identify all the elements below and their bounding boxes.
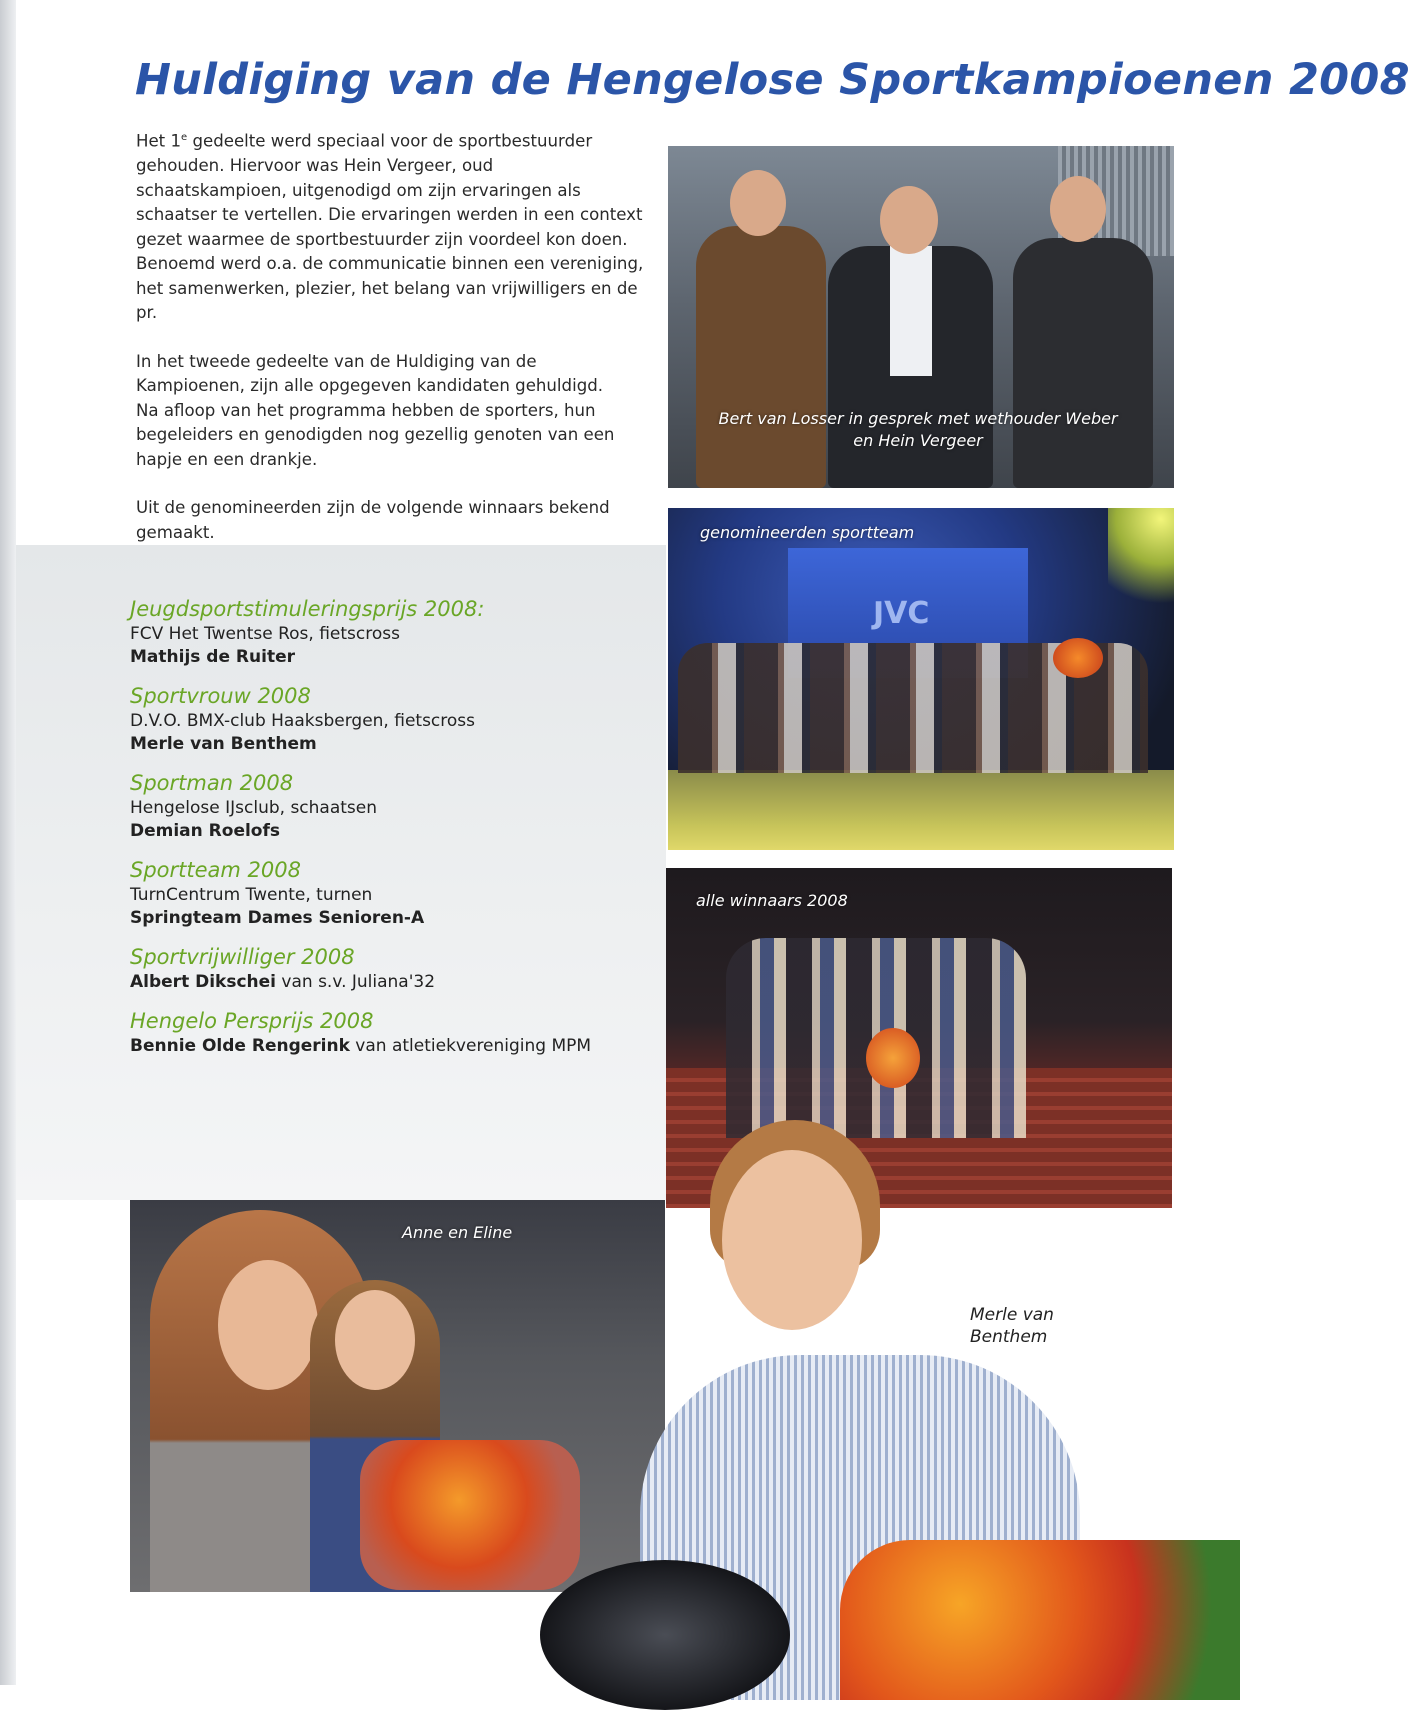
award-category: Sportman 2008 <box>130 771 294 795</box>
photo-caption: Anne en Eline <box>402 1223 513 1242</box>
shirt <box>890 246 932 376</box>
award-item <box>130 596 670 669</box>
photo-nominees <box>668 508 1174 850</box>
award-winner: Demian Roelofs <box>130 821 280 841</box>
photo-caption: alle winnaars 2008 <box>696 891 848 910</box>
intro-paragraph-3: Uit de genomineerden zijn de volgende winnaars bekend gemaakt. <box>136 498 610 542</box>
photo-merle-van-benthem <box>540 1120 1240 1685</box>
award-winner: Mathijs de Ruiter <box>130 647 295 667</box>
award-club: FCV Het Twentse Ros, fietscross <box>130 624 400 644</box>
award-winner: Bennie Olde Rengerink <box>130 1036 350 1056</box>
photo-caption: genomineerden sportteam <box>700 523 915 542</box>
award-item <box>130 1008 670 1058</box>
person-head <box>1050 176 1106 242</box>
award-club: D.V.O. BMX-club Haaksbergen, fietscross <box>130 711 475 731</box>
award-category: Jeugdsportstimuleringsprijs 2008: <box>130 597 485 621</box>
award-club: TurnCentrum Twente, turnen <box>130 885 373 905</box>
award-winner: Albert Dikschei <box>130 972 277 992</box>
page-title: Huldiging van de Hengelose Sportkampioenen 2008 <box>135 55 1410 105</box>
person-head <box>880 186 938 254</box>
page-edge <box>0 0 16 1685</box>
award-item <box>130 857 670 930</box>
intro-paragraph-2: In het tweede gedeelte van de Huldiging van de Kampioenen, zijn alle opgegeven kandidaten gehuldigd. Na afloop van het programma hebben de sporters, hun begeleiders en genodigden nog gezellig genoten van een hapje en een drankje. <box>136 351 615 469</box>
award-category: Sportvrouw 2008 <box>130 684 311 708</box>
award-club: Hengelose IJsclub, schaatsen <box>130 798 378 818</box>
award-category: Hengelo Persprijs 2008 <box>130 1009 374 1033</box>
photo-interview <box>668 146 1174 488</box>
award-category: Sportvrijwilliger 2008 <box>130 945 355 969</box>
award-club: van s.v. Juliana'32 <box>276 972 436 992</box>
award-item <box>130 770 670 843</box>
award-item <box>130 683 670 756</box>
person-head <box>730 170 786 236</box>
award-winner: Springteam Dames Senioren-A <box>130 908 425 928</box>
award-category: Sportteam 2008 <box>130 858 301 882</box>
photo-caption: Bert van Losser in gesprek met wethouder Weber en Hein Vergeer <box>718 409 1118 450</box>
award-item <box>130 944 670 994</box>
photo-caption: Merle van Benthem <box>970 1305 1054 1347</box>
award-winner-line <box>130 971 670 994</box>
intro-paragraph-1: Het 1e gedeelte werd speciaal voor de sportbestuurder gehouden. Hiervoor was Hein Vergeer, oud schaatskampioen, uitgenodigd om zijn ervaringen als schaatser te vertellen. Die ervaringen werden in een context gezet waarmee de sportbestuurder zijn voordeel kon doen. Benoemd werd o.a. de communicatie binnen een vereniging, het samenwerken, plezier, het belang van vrijwilligers en de pr. <box>136 131 644 323</box>
intro-text <box>136 126 646 569</box>
flower-bouquet <box>1053 638 1103 678</box>
person-head <box>335 1290 415 1390</box>
award-club: van atletiekvereniging MPM <box>349 1036 592 1056</box>
stage-floor <box>668 770 1174 850</box>
stage-light <box>1108 508 1174 618</box>
flower-bouquet <box>866 1028 920 1088</box>
award-winner: Merle van Benthem <box>130 734 317 754</box>
award-winner-line <box>130 1035 670 1058</box>
jvc-logo: JVC <box>873 596 930 631</box>
flower-bouquet <box>840 1540 1240 1700</box>
person-head <box>722 1150 862 1330</box>
person-head <box>218 1260 318 1390</box>
trophy-plate <box>540 1560 790 1710</box>
winners-list <box>130 596 670 1072</box>
